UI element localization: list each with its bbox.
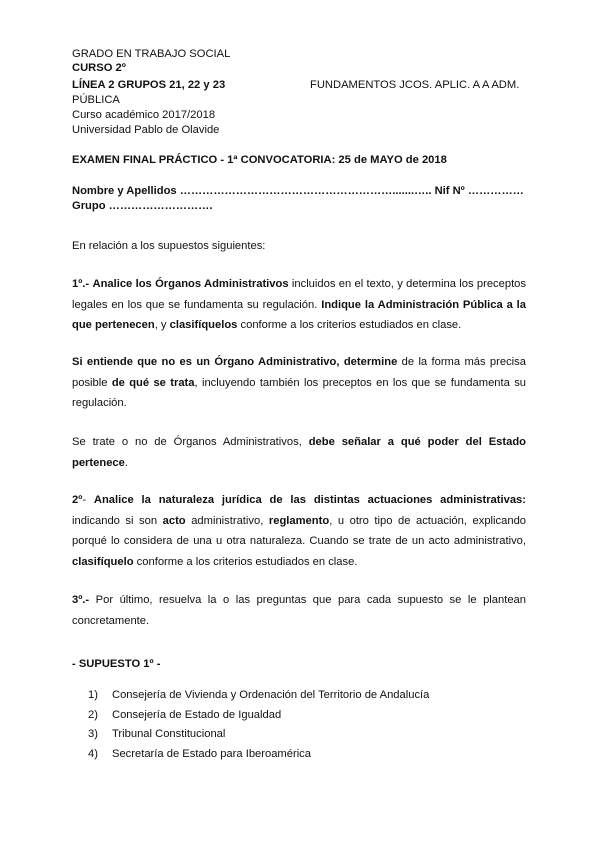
question-1-bold-3: clasifíquelos [169, 319, 238, 331]
question-3-number: 3º.- [72, 594, 90, 606]
question-1-bold-2: Indique la Administración Pública a la que pertenecen [72, 298, 526, 331]
question-2-bold-1: Analice la naturaleza jurídica de las distintas actuaciones administrativas: [93, 494, 526, 506]
supuesto-heading: - SUPUESTO 1º - [72, 658, 161, 670]
question-1-text-3: conforme a los criterios estudiados en clase. [237, 319, 462, 331]
subject-label-cont: PÚBLICA [72, 94, 120, 106]
question-2-bold-2: acto [162, 514, 186, 527]
question-3-text: Por último, resuelva la o las preguntas que para cada supuesto se le plantean concretamente. [72, 594, 526, 627]
note-a-bold-1: Si entiende que no es un Órgano Administrativo, determine [72, 356, 398, 368]
question-1-text-1: incluidos en el texto, y determina los preceptos legales en los que se fundamenta su regulación. [72, 278, 526, 311]
question-2-bold-4: clasifíquelo [72, 555, 134, 568]
group-field: Grupo ………………………. [72, 200, 213, 212]
university-name: Universidad Pablo de Olavide [72, 124, 220, 136]
note-a-text-2: , incluyendo también los preceptos en los que se fundamenta su regulación. [72, 376, 527, 409]
question-1-note-b [72, 432, 526, 473]
academic-year: Curso académico 2017/2018 [72, 109, 216, 121]
question-2 [72, 490, 526, 572]
list-item [88, 706, 429, 726]
question-1-text-2: , y [154, 319, 170, 331]
note-b-bold-1: debe señalar a qué poder del Estado pertenece [72, 436, 526, 469]
question-2-text-1: indicando si son [72, 514, 163, 527]
list-item-text: Consejería de Vivienda y Ordenación del Territorio de Andalucía [112, 689, 430, 701]
list-item-text: Consejería de Estado de Igualdad [112, 708, 282, 721]
question-2-text-3: , u otro tipo de actuación, explicando porqué lo considera de una u otra naturaleza. Cuando se trate de un acto administrativo, [72, 514, 527, 547]
exam-title: EXAMEN FINAL PRÁCTICO - 1ª CONVOCATORIA: 25 de MAYO de 2018 [72, 154, 447, 166]
list-item [88, 725, 429, 745]
course-label: CURSO 2º [72, 62, 126, 74]
note-b-text-1: Se trate o no de Órganos Administrativos, [72, 436, 309, 448]
groups-label: LÍNEA 2 GRUPOS 21, 22 y 23 [72, 79, 226, 91]
list-item-number: 3) [88, 728, 98, 740]
note-b-text-2: . [124, 456, 128, 469]
question-1-bold-1: Analice los Órganos Administrativos [92, 278, 289, 290]
question-1-note-a [72, 352, 526, 414]
note-a-bold-2: de qué se trata [111, 376, 195, 389]
list-item [88, 745, 429, 765]
degree-label: GRADO EN TRABAJO SOCIAL [72, 48, 231, 60]
list-item-text: Secretaría de Estado para Iberoamérica [112, 747, 311, 760]
name-field: Nombre y Apellidos ………………………………………………….......….. Nif Nº …………… [72, 185, 524, 197]
supuesto-list [88, 686, 429, 764]
question-2-text-2: administrativo, [185, 514, 269, 527]
list-item-number: 2) [88, 708, 98, 721]
question-1-number: 1º.- [72, 278, 90, 290]
list-item-number: 1) [88, 689, 98, 701]
note-a-text-1: de la forma más precisa posible [72, 356, 526, 389]
question-2-text-4: conforme a los criterios estudiados en clase. [133, 555, 358, 568]
list-item [88, 686, 429, 706]
question-3 [72, 590, 526, 631]
question-1 [72, 274, 526, 336]
intro-text: En relación a los supuestos siguientes: [72, 240, 266, 252]
list-item-text: Tribunal Constitucional [112, 728, 226, 740]
question-2-bold-3: reglamento [268, 514, 330, 527]
subject-label: FUNDAMENTOS JCOS. APLIC. A A ADM. [310, 79, 520, 91]
question-2-number: 2º [72, 494, 83, 506]
question-2-dash: - [82, 494, 94, 506]
list-item-number: 4) [88, 747, 98, 760]
